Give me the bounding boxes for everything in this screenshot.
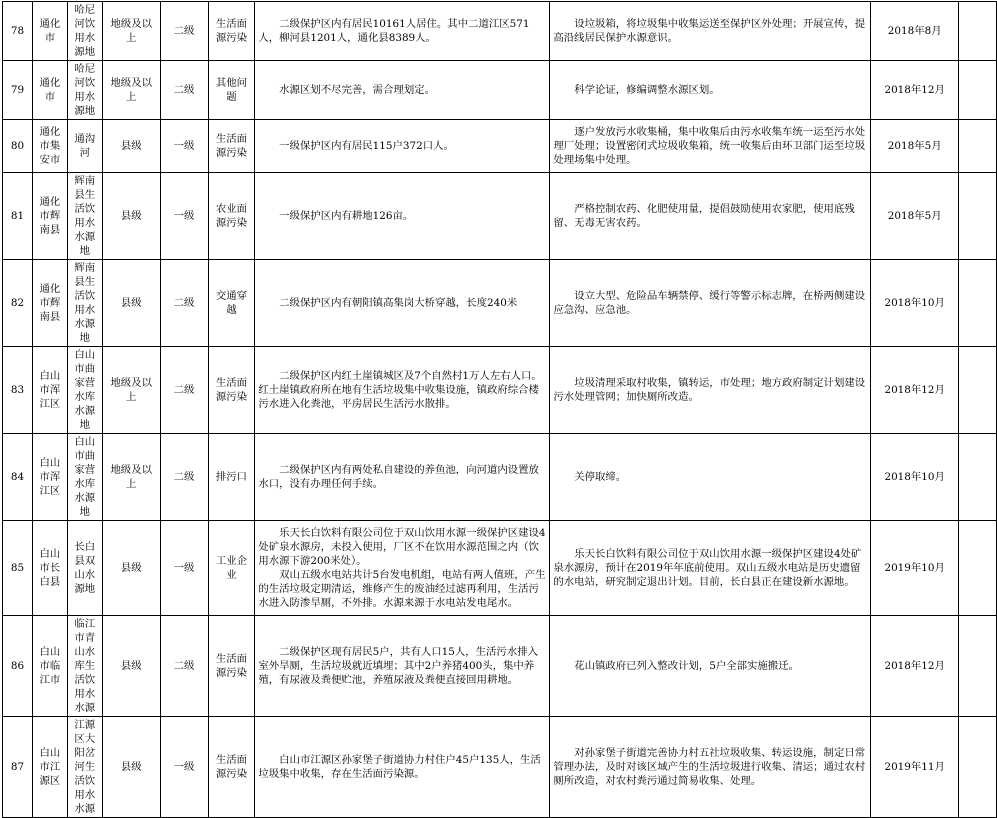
city-cell: 通化市辉南县 [32,260,67,347]
measure-cell [550,260,871,347]
table-body [3,2,997,818]
city-cell: 通化市 [32,61,67,120]
measure-paragraph: 乐天长白饮料有限公司位于双山饮用水源一级保护区建设4处矿泉水源房，预计在2019年年底前使用。双山五级水电站是历史遗留的水电站，研究制定退出计划。目前，长白县正在建设新水源地。 [553,548,862,588]
level-cell: 县级 [102,260,160,347]
row-number: 82 [3,260,33,347]
city-cell: 白山市长白县 [32,521,67,616]
grade-cell: 一级 [160,717,208,818]
time-cell: 2018年12月 [871,347,959,434]
row-number: 81 [3,173,33,260]
type-cell: 排污口 [208,434,255,521]
type-cell: 生活面源污染 [208,347,255,434]
type-cell: 农业面源污染 [208,173,255,260]
source-cell: 江源区大阳岔河生活饮用水水源 [67,717,102,818]
source-cell: 通沟河 [67,120,102,173]
problem-cell [255,61,550,120]
blank-cell [959,347,997,434]
city-cell: 通化市 [32,2,67,61]
grade-cell: 一级 [160,521,208,616]
measure-cell [550,120,871,173]
level-cell: 县级 [102,173,160,260]
table-row [3,616,997,717]
measure-cell [550,521,871,616]
source-cell: 哈尼河饮用水源地 [67,2,102,61]
problem-paragraph: 一级保护区内有耕地126亩。 [279,210,414,222]
problem-cell [255,434,550,521]
type-cell: 生活面源污染 [208,616,255,717]
blank-cell [959,434,997,521]
type-cell: 其他问题 [208,61,255,120]
measure-cell [550,616,871,717]
grade-cell: 一级 [160,120,208,173]
table-row [3,717,997,818]
measure-paragraph: 花山镇政府已列入整改计划，5户全部实施搬迁。 [574,660,799,672]
row-number: 85 [3,521,33,616]
row-number: 87 [3,717,33,818]
problem-paragraph: 二级保护区内红土崖镇城区及7个自然村1万人左右人口。红土崖镇政府所在地有生活垃圾集中收集设施，镇政府综合楼污水进入化粪池，平房居民生活污水散排。 [258,370,542,410]
measure-paragraph: 对孙家堡子街道完善协力村五社垃圾收集、转运设施，制定日常管理办法，及时对该区域产生的生活垃圾进行收集、清运；通过农村厕所改造，对农村粪污通过简易收集、处理。 [553,747,866,787]
measure-cell [550,717,871,818]
level-cell: 地级及以上 [102,2,160,61]
time-cell: 2018年10月 [871,260,959,347]
table-row [3,120,997,173]
source-cell: 临江市青山水库生活饮用水水源 [67,616,102,717]
type-cell: 交通穿越 [208,260,255,347]
grade-cell: 二级 [160,2,208,61]
row-number: 84 [3,434,33,521]
problem-cell [255,347,550,434]
blank-cell [959,2,997,61]
time-cell: 2018年8月 [871,2,959,61]
level-cell: 地级及以上 [102,347,160,434]
city-cell: 通化市集安市 [32,120,67,173]
blank-cell [959,717,997,818]
table-row [3,347,997,434]
time-cell: 2018年10月 [871,434,959,521]
blank-cell [959,260,997,347]
grade-cell: 一级 [160,173,208,260]
table-row [3,521,997,616]
problem-paragraph: 二级保护区内有两处私自建设的养鱼池，向河道内设置放水口，没有办理任何手续。 [258,464,539,490]
problem-cell [255,120,550,173]
table-row [3,61,997,120]
problem-paragraph: 一级保护区内有居民115户372口人。 [279,140,454,152]
source-cell: 辉南县生活饮用水水源地 [67,260,102,347]
blank-cell [959,521,997,616]
time-cell: 2019年10月 [871,521,959,616]
city-cell: 白山市江源区 [32,717,67,818]
problem-cell [255,616,550,717]
measure-cell [550,434,871,521]
document-table-wrapper [2,1,997,818]
measure-cell [550,347,871,434]
source-cell: 辉南县生活饮用水水源地 [67,173,102,260]
measure-paragraph: 严格控制农药、化肥使用量，提倡鼓励使用农家肥，使用底残留、无毒无害农药。 [553,203,855,229]
measure-paragraph: 设立大型、危险品车辆禁停、缓行等警示标志牌，在桥两侧建设应急沟、应急池。 [553,290,866,316]
table-row [3,173,997,260]
level-cell: 地级及以上 [102,434,160,521]
measure-cell [550,173,871,260]
problem-paragraph: 二级保护区内有居民10161人居住。其中二道江区571人，柳河县1201人，通化县8389人。 [258,18,530,44]
problem-paragraph: 白山市江源区孙家堡子街道协力村住户45户135人，生活垃圾集中收集，存在生活面污染源。 [258,754,541,780]
problem-cell [255,521,550,616]
row-number: 78 [3,2,33,61]
grade-cell: 二级 [160,61,208,120]
grade-cell: 二级 [160,260,208,347]
measure-paragraph: 关停取缔。 [574,471,627,483]
measure-paragraph: 科学论证，修编调整水源区划。 [574,84,720,96]
level-cell: 县级 [102,120,160,173]
city-cell: 白山市临江市 [32,616,67,717]
measure-cell [550,2,871,61]
time-cell: 2018年5月 [871,173,959,260]
city-cell: 白山市浑江区 [32,434,67,521]
level-cell: 县级 [102,521,160,616]
grade-cell: 二级 [160,434,208,521]
problem-paragraph: 双山五级水电站共计5台发电机组，电站有两人值班，产生的生活垃圾定期清运，维修产生的废油经过滤再利用，生活污水进入防渗旱厕，不外排。水源来源于水电站发电尾水。 [258,569,546,609]
source-cell: 白山市曲家营水库水源地 [67,347,102,434]
level-cell: 地级及以上 [102,61,160,120]
blank-cell [959,616,997,717]
type-cell: 工业企业 [208,521,255,616]
city-cell: 通化市辉南县 [32,173,67,260]
row-number: 86 [3,616,33,717]
measure-paragraph: 逐户发放污水收集桶，集中收集后由污水收集车统一运至污水处理厂处理；设置密闭式垃圾收集箱，统一收集后由环卫部门运至垃圾处理场集中处理。 [553,126,866,166]
problem-paragraph: 乐天长白饮料有限公司位于双山饮用水源一级保护区建设4处矿泉水源房，未投入使用，厂区不在饮用水源范围之内（饮用水源下游200米处）。 [258,527,546,567]
source-cell: 长白县双山水源地 [67,521,102,616]
problem-cell [255,173,550,260]
row-number: 79 [3,61,33,120]
problem-cell [255,260,550,347]
problem-cell [255,717,550,818]
table-row [3,260,997,347]
level-cell: 县级 [102,717,160,818]
level-cell: 县级 [102,616,160,717]
table-row [3,434,997,521]
problem-paragraph: 水源区划不尽完善，需合理划定。 [279,84,436,96]
source-cell: 哈尼河饮用水源地 [67,61,102,120]
source-cell: 白山市曲家营水库水源地 [67,434,102,521]
problem-paragraph: 二级保护区内有朝阳镇高集岗大桥穿越，长度240米 [279,297,518,309]
type-cell: 生活面源污染 [208,120,255,173]
measure-paragraph: 设垃圾箱，将垃圾集中收集运送至保护区外处理；开展宣传，提高沿线居民保护水源意识。 [553,18,866,44]
blank-cell [959,61,997,120]
water-source-issues-table [2,1,997,818]
time-cell: 2018年12月 [871,61,959,120]
grade-cell: 二级 [160,347,208,434]
type-cell: 生活面源污染 [208,717,255,818]
problem-cell [255,2,550,61]
grade-cell: 二级 [160,616,208,717]
city-cell: 白山市浑江区 [32,347,67,434]
time-cell: 2019年11月 [871,717,959,818]
measure-cell [550,61,871,120]
row-number: 83 [3,347,33,434]
type-cell: 生活面源污染 [208,2,255,61]
blank-cell [959,173,997,260]
time-cell: 2018年12月 [871,616,959,717]
time-cell: 2018年5月 [871,120,959,173]
table-row [3,2,997,61]
blank-cell [959,120,997,173]
measure-paragraph: 垃圾清理采取村收集，镇转运，市处理；地方政府制定计划建设污水处理管网；加快厕所改造。 [553,377,866,403]
row-number: 80 [3,120,33,173]
problem-paragraph: 二级保护区现有居民5户，共有人口15人，生活污水排入室外旱厕，生活垃圾就近填埋；其中2户养猪400头，集中养殖，有尿液及粪便贮池，养殖尿液及粪便直接回用耕地。 [258,646,538,686]
